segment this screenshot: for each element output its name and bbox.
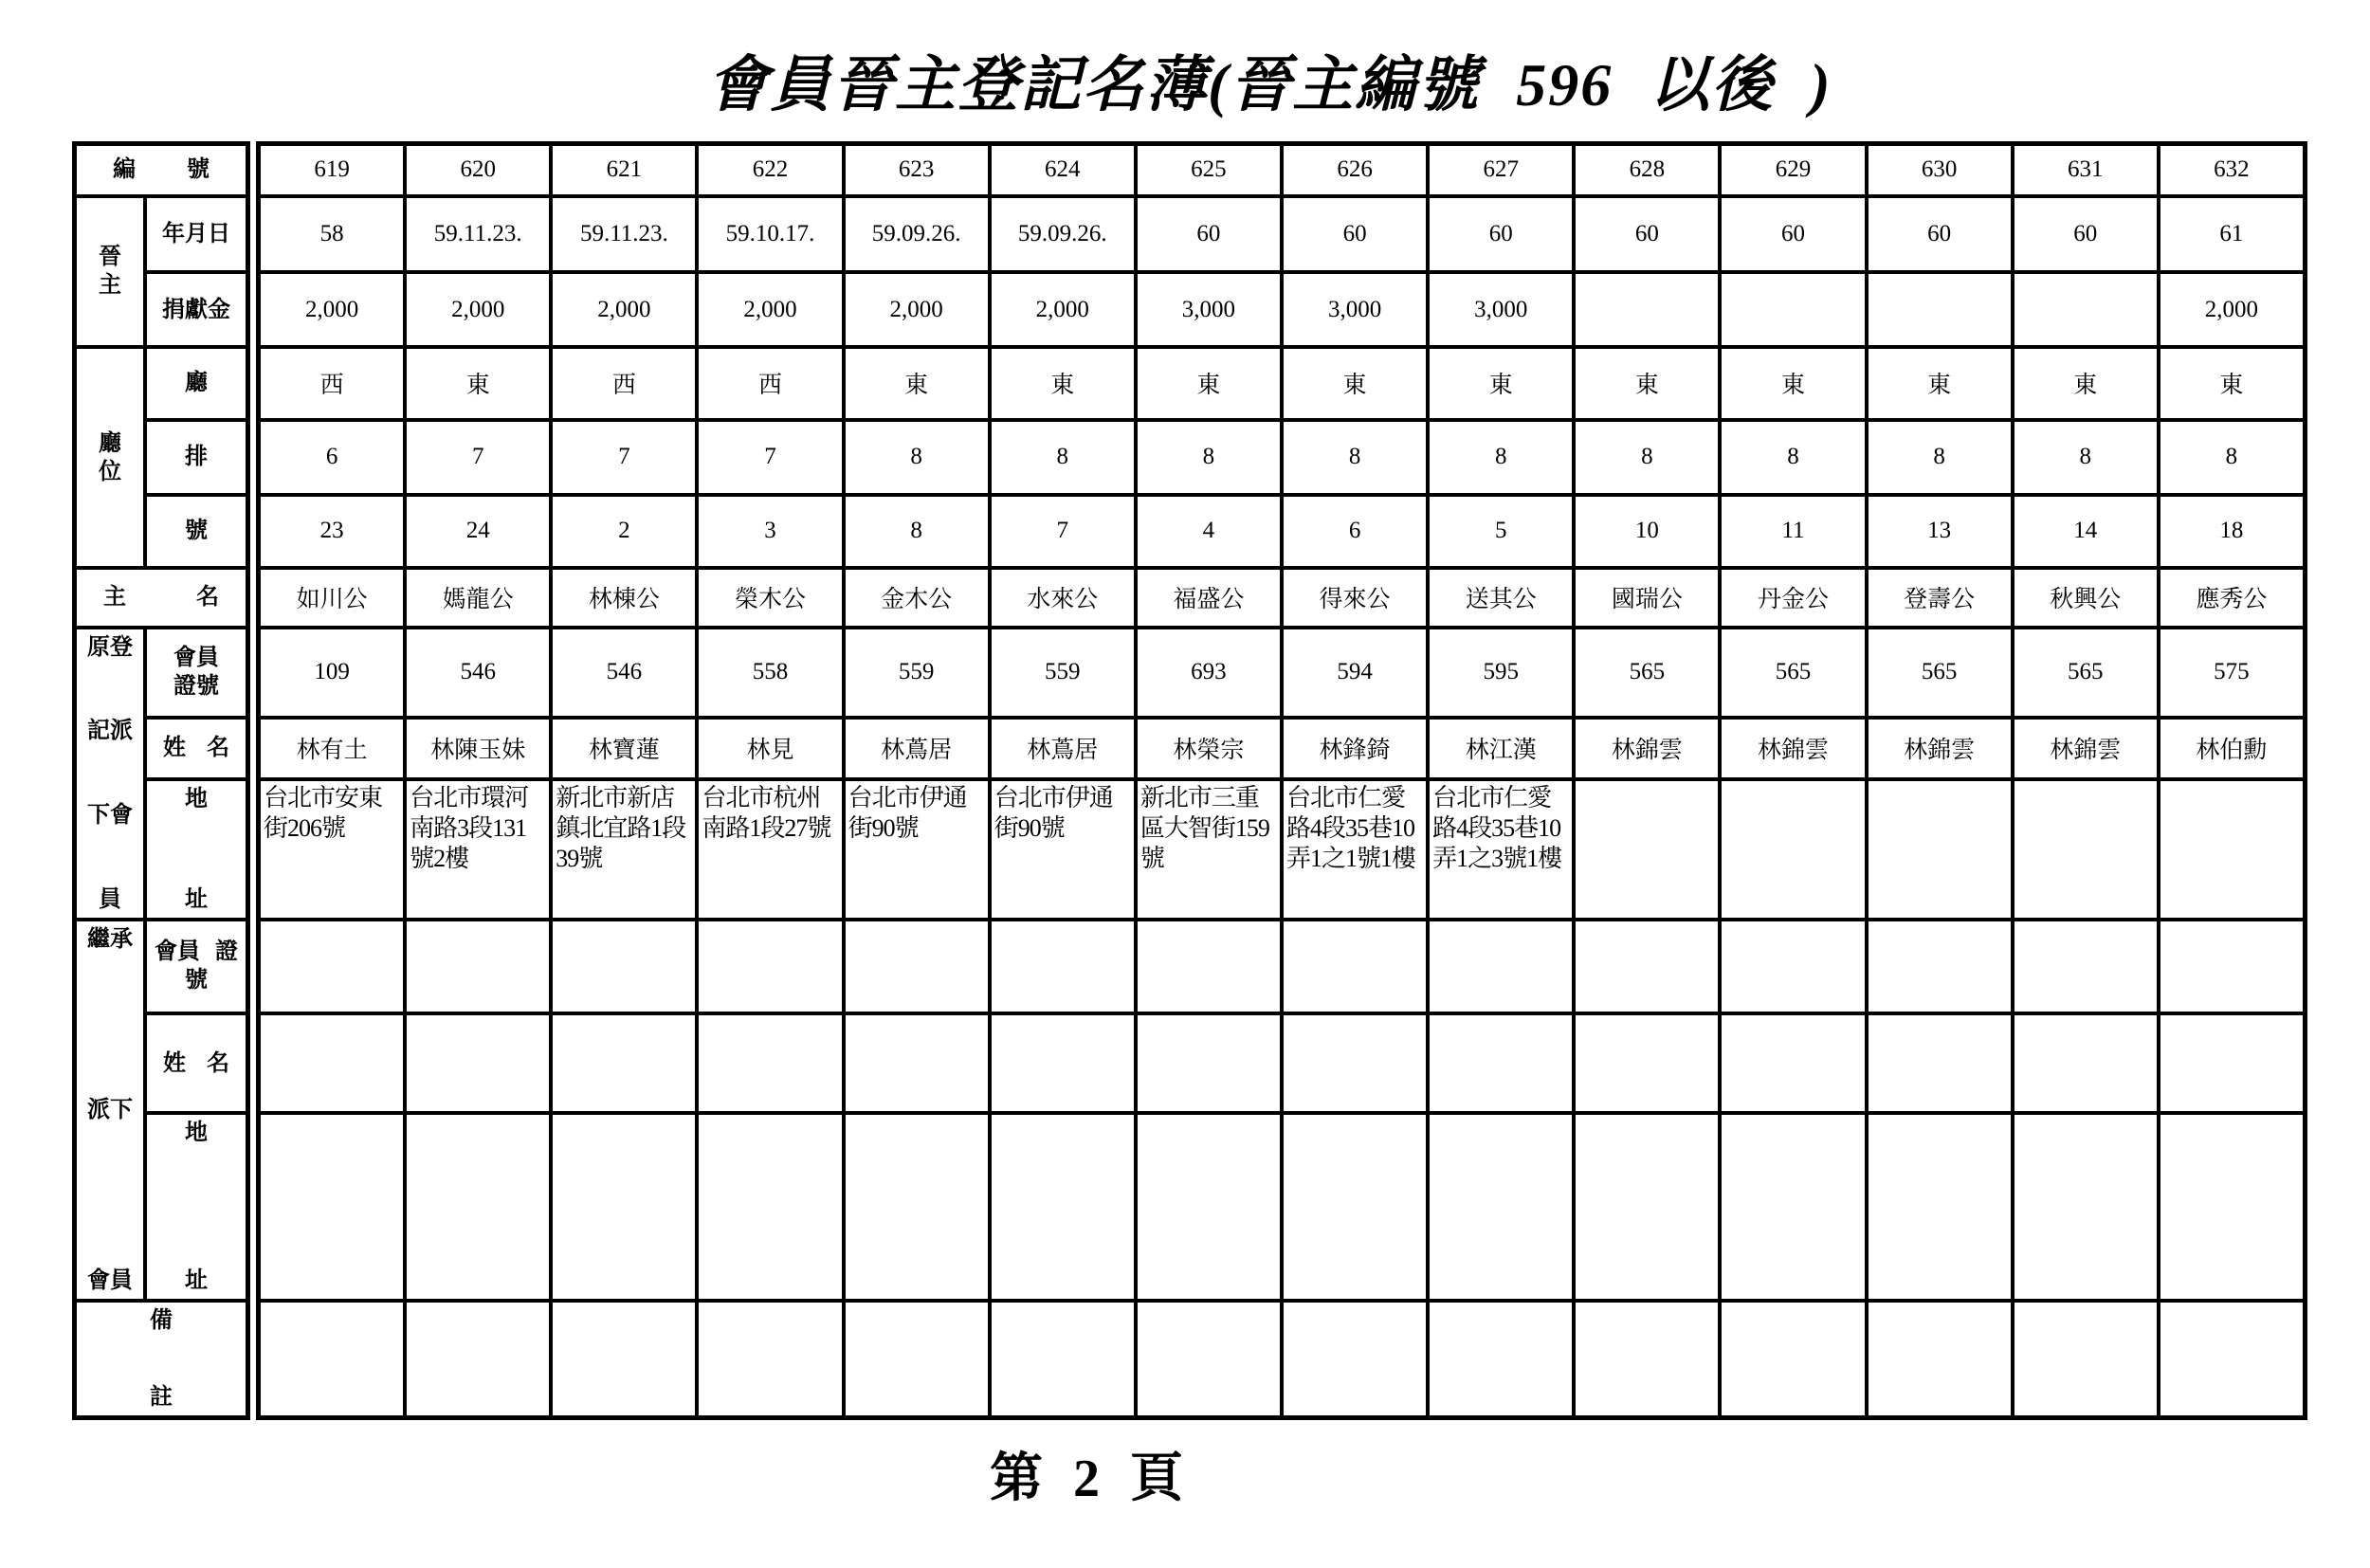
master-name-cell: 國瑞公 (1576, 570, 1718, 625)
seat-cell: 4 (1138, 497, 1280, 567)
remarks-cell (1138, 1303, 1280, 1415)
heir-address-cell (1284, 1115, 1426, 1299)
address-line: 號 (1139, 844, 1164, 872)
master-name-cell: 媽龍公 (407, 570, 549, 625)
member-id-cell: 594 (1284, 629, 1426, 716)
address-line: 弄1之1號1樓 (1285, 844, 1415, 872)
heir-name-cell (261, 1015, 403, 1111)
hall-cell: 東 (992, 349, 1134, 418)
number-cell: 631 (2014, 146, 2157, 194)
member-id-cell: 109 (261, 629, 403, 716)
member-id-cell: 546 (553, 629, 695, 716)
heir-member-id-cell (1722, 921, 1864, 1012)
remarks-cell (553, 1303, 695, 1415)
member-address-cell (1138, 781, 1280, 918)
member-address-cell (699, 781, 841, 918)
remarks-cell (699, 1303, 841, 1415)
member-id-cell: 575 (2160, 629, 2303, 716)
member-address-cell (407, 781, 549, 918)
address-line: 鎮北宜路1段 (556, 813, 686, 842)
hall-cell: 東 (1430, 349, 1572, 418)
address-label-line: 地 (185, 786, 208, 811)
heir-name-cell (1576, 1015, 1718, 1111)
member-id-cell: 693 (1138, 629, 1280, 716)
heir-address-cell (846, 1115, 988, 1299)
hall-cell: 東 (1284, 349, 1426, 418)
master-name-cell: 福盛公 (1138, 570, 1280, 625)
heir-name-cell (846, 1015, 988, 1111)
register-table (256, 141, 2307, 1420)
address-line: 區大智街159 (1139, 813, 1269, 842)
remarks-cell (2160, 1303, 2303, 1415)
member-address-cell (261, 781, 403, 918)
remarks-cell (2014, 1303, 2157, 1415)
heir-member-id-cell (1284, 921, 1426, 1012)
member-address-cell (1284, 781, 1426, 918)
seat-cell: 3 (699, 497, 841, 567)
original-member-group-label (77, 629, 143, 918)
master-name-cell: 登壽公 (1869, 570, 2011, 625)
master-name-label: 主 名 (77, 570, 246, 625)
hall-row-cell: 8 (846, 422, 988, 493)
donation-cell (1576, 274, 1718, 345)
date-cell: 61 (2160, 198, 2303, 271)
member-address-cell (1869, 781, 2011, 918)
member-id-cell: 595 (1430, 629, 1572, 716)
heir-member-id-cell (1576, 921, 1718, 1012)
date-cell: 59.09.26. (846, 198, 988, 271)
date-label: 年月日 (147, 198, 246, 271)
master-name-cell: 得來公 (1284, 570, 1426, 625)
donation-cell (1722, 274, 1864, 345)
master-name-cell: 金木公 (846, 570, 988, 625)
donation-cell (1869, 274, 2011, 345)
heir-name-cell (2160, 1015, 2303, 1111)
date-cell: 59.11.23. (407, 198, 549, 271)
member-name-cell: 林鋒錡 (1284, 720, 1426, 777)
member-address-cell (846, 781, 988, 918)
heir-name-cell (1722, 1015, 1864, 1111)
member-address-cell (1722, 781, 1864, 918)
heir-name-cell (1284, 1015, 1426, 1111)
donation-cell: 2,000 (846, 274, 988, 345)
original-member-id-label (147, 629, 246, 716)
hall-cell: 西 (553, 349, 695, 418)
master-name-cell: 林棟公 (553, 570, 695, 625)
member-address-cell (2014, 781, 2157, 918)
date-cell: 59.11.23. (553, 198, 695, 271)
member-name-cell: 林榮宗 (1138, 720, 1280, 777)
heir-name-cell (699, 1015, 841, 1111)
row-header-table (72, 141, 250, 1420)
remarks-cell (1284, 1303, 1426, 1415)
member-name-cell: 林蔦居 (992, 720, 1134, 777)
hall-cell: 東 (846, 349, 988, 418)
member-id-label-line: 證號 (173, 674, 219, 700)
member-id-cell: 565 (1869, 629, 2011, 716)
member-name-cell: 林蔦居 (846, 720, 988, 777)
member-name-cell: 林江漢 (1430, 720, 1572, 777)
hall-cell: 東 (1869, 349, 2011, 418)
heir-member-id-cell (553, 921, 695, 1012)
heir-address-cell (1138, 1115, 1280, 1299)
heir-address-label (147, 1115, 246, 1299)
heir-name-cell (407, 1015, 549, 1111)
heir-member-id-cell (699, 921, 841, 1012)
number-cell: 629 (1722, 146, 1864, 194)
number-cell: 619 (261, 146, 403, 194)
address-line: 號2樓 (410, 844, 469, 872)
remarks-cell (1722, 1303, 1864, 1415)
heir-address-cell (1869, 1115, 2011, 1299)
hall-group-line: 廳 (99, 430, 121, 456)
heir-group-line: 繼承 (87, 926, 133, 952)
hall-cell: 西 (699, 349, 841, 418)
address-line: 新北市三重 (1139, 783, 1259, 811)
remarks-cell (1869, 1303, 2011, 1415)
remarks-cell (1576, 1303, 1718, 1415)
heir-name-cell (553, 1015, 695, 1111)
date-cell: 60 (1430, 198, 1572, 271)
address-line: 台北市仁愛 (1432, 783, 1552, 811)
member-name-cell: 林陳玉妹 (407, 720, 549, 777)
remarks-cell (407, 1303, 549, 1415)
master-name-cell: 丹金公 (1722, 570, 1864, 625)
donation-cell: 2,000 (553, 274, 695, 345)
address-line: 南路3段131 (410, 813, 527, 842)
page-title: 會員晉主登記名薄(晉主編號 596 以後 ) (707, 51, 1832, 119)
date-cell: 59.09.26. (992, 198, 1134, 271)
seat-cell: 8 (846, 497, 988, 567)
donation-cell: 2,000 (407, 274, 549, 345)
donation-cell: 3,000 (1430, 274, 1572, 345)
seat-cell: 2 (553, 497, 695, 567)
member-name-cell: 林錦雲 (1576, 720, 1718, 777)
remarks-label (77, 1303, 246, 1415)
hall-row-cell: 8 (1138, 422, 1280, 493)
hall-row-cell: 8 (1869, 422, 2011, 493)
heir-address-cell (407, 1115, 549, 1299)
remarks-label-line: 註 (150, 1384, 173, 1410)
seat-cell: 11 (1722, 497, 1864, 567)
date-cell: 60 (1869, 198, 2011, 271)
hall-cell: 東 (1138, 349, 1280, 418)
number-cell: 622 (699, 146, 841, 194)
heir-address-cell (2014, 1115, 2157, 1299)
member-address-cell (553, 781, 695, 918)
hall-row-cell: 8 (1722, 422, 1864, 493)
donation-cell: 2,000 (261, 274, 403, 345)
heir-member-id-cell (846, 921, 988, 1012)
original-group-line: 下會 (87, 802, 133, 828)
heir-name-cell (1869, 1015, 2011, 1111)
hall-cell: 東 (1576, 349, 1718, 418)
seat-cell: 5 (1430, 497, 1572, 567)
hall-row-cell: 8 (2160, 422, 2303, 493)
number-cell: 628 (1576, 146, 1718, 194)
number-label: 編 號 (77, 146, 246, 194)
address-label-line: 地 (185, 1120, 208, 1145)
date-cell: 60 (1722, 198, 1864, 271)
number-cell: 620 (407, 146, 549, 194)
address-line: 街206號 (264, 813, 346, 842)
number-cell: 621 (553, 146, 695, 194)
address-line: 街90號 (848, 813, 919, 842)
remarks-cell (261, 1303, 403, 1415)
member-name-cell: 林伯勳 (2160, 720, 2303, 777)
seat-cell: 23 (261, 497, 403, 567)
date-cell: 60 (1576, 198, 1718, 271)
hall-row-cell: 7 (699, 422, 841, 493)
donation-cell: 3,000 (1284, 274, 1426, 345)
seat-cell: 18 (2160, 497, 2303, 567)
address-line: 南路1段27號 (702, 813, 831, 842)
member-id-cell: 558 (699, 629, 841, 716)
member-id-label-line: 會員 證 (155, 939, 238, 965)
hall-row-cell: 8 (1430, 422, 1572, 493)
address-line: 街90號 (994, 813, 1065, 842)
hall-row-cell: 8 (1576, 422, 1718, 493)
heir-member-id-cell (1869, 921, 2011, 1012)
donation-cell: 2,000 (699, 274, 841, 345)
original-group-line: 員 (99, 886, 121, 912)
address-line: 台北市環河 (410, 783, 529, 811)
hall-cell: 東 (407, 349, 549, 418)
hall-cell: 東 (2160, 349, 2303, 418)
address-line: 39號 (556, 844, 603, 872)
date-cell: 60 (1284, 198, 1426, 271)
heir-address-cell (1430, 1115, 1572, 1299)
heir-member-id-cell (2160, 921, 2303, 1012)
number-cell: 626 (1284, 146, 1426, 194)
donation-label: 捐獻金 (147, 274, 246, 345)
heir-address-cell (992, 1115, 1134, 1299)
address-line: 台北市伊通 (994, 783, 1113, 811)
heir-member-id-cell (1430, 921, 1572, 1012)
heir-member-id-cell (1138, 921, 1280, 1012)
seat-cell: 14 (2014, 497, 2157, 567)
donation-cell (2014, 274, 2157, 345)
member-id-label-line: 會員 (173, 646, 219, 671)
address-line: 路4段35巷10 (1285, 813, 1414, 842)
member-id-cell: 565 (1576, 629, 1718, 716)
number-cell: 632 (2160, 146, 2303, 194)
heir-address-cell (699, 1115, 841, 1299)
date-cell: 58 (261, 198, 403, 271)
remarks-cell (1430, 1303, 1572, 1415)
heir-member-id-cell (261, 921, 403, 1012)
hall-row-cell: 8 (2014, 422, 2157, 493)
number-cell: 630 (1869, 146, 2011, 194)
seat-cell: 24 (407, 497, 549, 567)
seat-cell: 6 (1284, 497, 1426, 567)
page-number: 第 2 頁 (990, 1449, 1183, 1508)
member-name-cell: 林錦雲 (1869, 720, 2011, 777)
heir-address-cell (553, 1115, 695, 1299)
heir-name-cell (2014, 1015, 2157, 1111)
member-address-cell (1576, 781, 1718, 918)
date-cell: 60 (2014, 198, 2157, 271)
jinzhu-group-line: 主 (99, 273, 121, 299)
hall-row-label: 排 (147, 422, 246, 493)
member-name-cell: 林寶蓮 (553, 720, 695, 777)
address-line: 路4段35巷10 (1432, 813, 1561, 842)
seat-label: 號 (147, 497, 246, 567)
member-name-cell: 林見 (699, 720, 841, 777)
remarks-label-line: 備 (150, 1308, 173, 1334)
address-label-line: 址 (185, 886, 208, 912)
heir-member-id-cell (992, 921, 1134, 1012)
remarks-cell (992, 1303, 1134, 1415)
heir-member-id-label (147, 921, 246, 1012)
date-cell: 60 (1138, 198, 1280, 271)
member-address-cell (992, 781, 1134, 918)
address-line: 台北市仁愛 (1285, 783, 1405, 811)
number-cell: 623 (846, 146, 988, 194)
jinzhu-group-line: 晉 (99, 245, 121, 270)
address-line: 台北市杭州 (702, 783, 821, 811)
master-name-cell: 水來公 (992, 570, 1134, 625)
address-line: 台北市伊通 (848, 783, 967, 811)
heir-member-group-label (77, 921, 143, 1300)
donation-cell: 2,000 (2160, 274, 2303, 345)
original-group-line: 記派 (87, 719, 133, 744)
seat-cell: 13 (1869, 497, 2011, 567)
original-group-line: 原登 (87, 634, 133, 660)
hall-row-cell: 6 (261, 422, 403, 493)
address-line: 新北市新店 (556, 783, 675, 811)
hall-row-cell: 7 (553, 422, 695, 493)
master-name-cell: 如川公 (261, 570, 403, 625)
hall-label: 廳 (147, 349, 246, 418)
member-name-cell: 林有土 (261, 720, 403, 777)
donation-cell: 2,000 (992, 274, 1134, 345)
member-id-cell: 565 (1722, 629, 1864, 716)
hall-group-label (77, 349, 143, 566)
heir-name-cell (1138, 1015, 1280, 1111)
jinzhu-group-label (77, 198, 143, 345)
member-id-cell: 559 (992, 629, 1134, 716)
master-name-cell: 秋興公 (2014, 570, 2157, 625)
hall-row-cell: 8 (1284, 422, 1426, 493)
heir-address-cell (1576, 1115, 1718, 1299)
seat-cell: 10 (1576, 497, 1718, 567)
remarks-cell (846, 1303, 988, 1415)
number-cell: 625 (1138, 146, 1280, 194)
address-label-line: 址 (185, 1268, 208, 1294)
hall-row-cell: 7 (407, 422, 549, 493)
member-address-cell (2160, 781, 2303, 918)
heir-name-cell (992, 1015, 1134, 1111)
master-name-cell: 應秀公 (2160, 570, 2303, 625)
hall-cell: 東 (2014, 349, 2157, 418)
heir-address-cell (2160, 1115, 2303, 1299)
hall-cell: 西 (261, 349, 403, 418)
member-id-label-line: 號 (185, 968, 208, 994)
member-name-cell: 林錦雲 (1722, 720, 1864, 777)
hall-cell: 東 (1722, 349, 1864, 418)
member-address-cell (1430, 781, 1572, 918)
master-name-cell: 榮木公 (699, 570, 841, 625)
member-id-cell: 559 (846, 629, 988, 716)
member-id-cell: 565 (2014, 629, 2157, 716)
heir-group-line: 派下 (87, 1097, 133, 1122)
heir-address-cell (261, 1115, 403, 1299)
date-cell: 59.10.17. (699, 198, 841, 271)
original-address-label (147, 781, 246, 918)
hall-row-cell: 8 (992, 422, 1134, 493)
address-line: 弄1之3號1樓 (1432, 844, 1562, 872)
heir-address-cell (1722, 1115, 1864, 1299)
heir-member-id-cell (407, 921, 549, 1012)
number-cell: 627 (1430, 146, 1572, 194)
heir-group-line: 會員 (87, 1268, 133, 1294)
member-id-cell: 546 (407, 629, 549, 716)
number-cell: 624 (992, 146, 1134, 194)
original-name-label: 姓 名 (147, 720, 246, 777)
donation-cell: 3,000 (1138, 274, 1280, 345)
hall-group-line: 位 (99, 459, 121, 484)
member-name-cell: 林錦雲 (2014, 720, 2157, 777)
address-line: 台北市安東 (264, 783, 383, 811)
heir-name-cell (1430, 1015, 1572, 1111)
heir-member-id-cell (2014, 921, 2157, 1012)
seat-cell: 7 (992, 497, 1134, 567)
heir-name-label: 姓 名 (147, 1015, 246, 1111)
master-name-cell: 送其公 (1430, 570, 1572, 625)
